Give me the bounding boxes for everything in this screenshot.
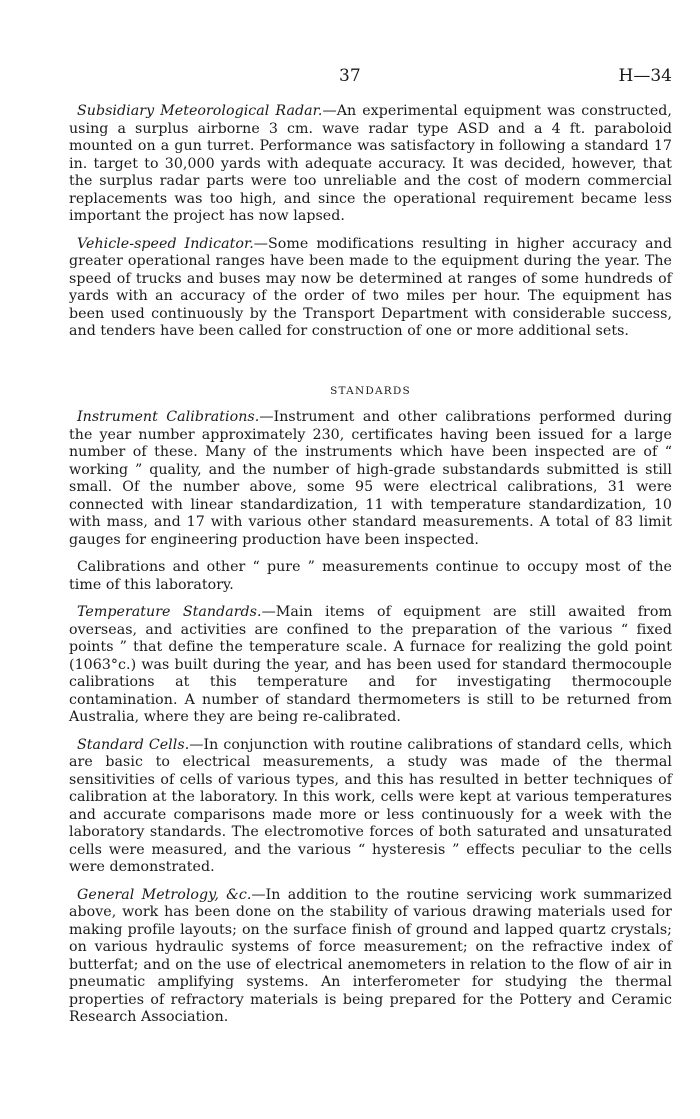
paragraph-calibrations-note — [69, 559, 672, 594]
paragraph-temperature-standards — [69, 604, 672, 727]
paragraph-text: —Main items of equipment are still awaited from overseas, and activities are confined to the preparation of the various “ fixed points ” that define the temperature scale. A furnace for realizing the gold point (1063°c.) was built during the year, and has been used for standard thermocouple calibrations at this temperature and for investigating thermocouple contamination. A number of standard thermometers is still to be returned from Australia, where they are being re-calibrated. — [69, 604, 672, 725]
page-number: 37 — [339, 66, 361, 86]
body-text — [69, 103, 672, 1037]
paragraph-text: Calibrations and other “ pure ” measurements continue to occupy most of the time of this laboratory. — [69, 559, 672, 593]
paragraph-text: —In conjunction with routine calibrations of standard cells, which are basic to electrical measurements, a study was made of the thermal sensitivities of cells of various types, and this has resulted in better techniques of calibration at the laboratory. In this work, cells were kept at various temperatures and accurate comparisons made more or less continuously for a week with the laboratory standards. The electromotive forces of both saturated and unsaturated cells were measured, and the various “ hysteresis ” effects peculiar to the cells were demonstrated. — [69, 736, 672, 875]
paragraph-standard-cells — [69, 737, 672, 877]
paragraph-text: —Instrument and other calibrations performed during the year number approximately 230, certificates having been issued for a large number of these. Many of the instruments which have been inspected are of “ working ” quality, and the number of high-grade substandards submitted is still small. Of the number above, some 95 were electrical calibrations, 31 were connected with linear standardization, 11 with temperature standardization, 10 with mass, and 17 with various other standard measurements. A total of 83 limit gauges for engineering production have been inspected. — [69, 409, 672, 548]
paragraph-instrument-calibrations — [69, 409, 672, 549]
paragraph-title: General Metrology, &c. — [77, 886, 252, 903]
paragraph-title: Instrument Calibrations. — [77, 409, 260, 425]
paragraph-title: Temperature Standards. — [77, 604, 262, 620]
paragraph-text: —Some modifications resulting in higher accuracy and greater operational ranges have been made to the equipment during the year. The speed of trucks and buses may now be determined at ranges of some hundreds of yards with an accuracy of the order of two miles per hour. The equipment has been used continuously by the Transport Department with considerable success, and tenders have been called for construction of one or more additional sets. — [69, 235, 672, 339]
document-reference: H—34 — [618, 66, 672, 86]
paragraph-text: —In addition to the routine servicing work summarized above, work has been done on the stability of various drawing materials used for making profile layouts; on the surface finish of ground and lapped quartz crystals; on various hydraulic systems of force measurement; on the refractive index of butterfat; and on the use of electrical anemometers in relation to the flow of air in pneumatic amplifying systems. An interferometer for studying the thermal properties of refractory materials is being prepared for the Pottery and Ceramic Research Association. — [69, 886, 672, 1025]
page-header — [69, 66, 672, 90]
section-heading-standards: STANDARDS — [330, 384, 411, 397]
paragraph-title: Vehicle-speed Indicator. — [77, 235, 254, 252]
paragraph-title: Subsidiary Meteorological Radar. — [77, 103, 323, 119]
paragraph-title: Standard Cells. — [77, 736, 190, 753]
paragraph-subsidiary-meteorological-radar — [69, 103, 672, 226]
paragraph-general-metrology — [69, 887, 672, 1027]
paragraph-vehicle-speed-indicator — [69, 236, 672, 341]
paragraph-text: —An experimental equipment was constructed, using a surplus airborne 3 cm. wave radar type ASD and a 4 ft. paraboloid mounted on a gun turret. Performance was satisfactory in following a standard 17 in. target to 30,000 yards with adequate accuracy. It was decided, however, that the surplus radar parts were too unreliable and the cost of modern commercial replacements was too high, and since the operational requirement became less important the project has now lapsed. — [69, 103, 672, 224]
